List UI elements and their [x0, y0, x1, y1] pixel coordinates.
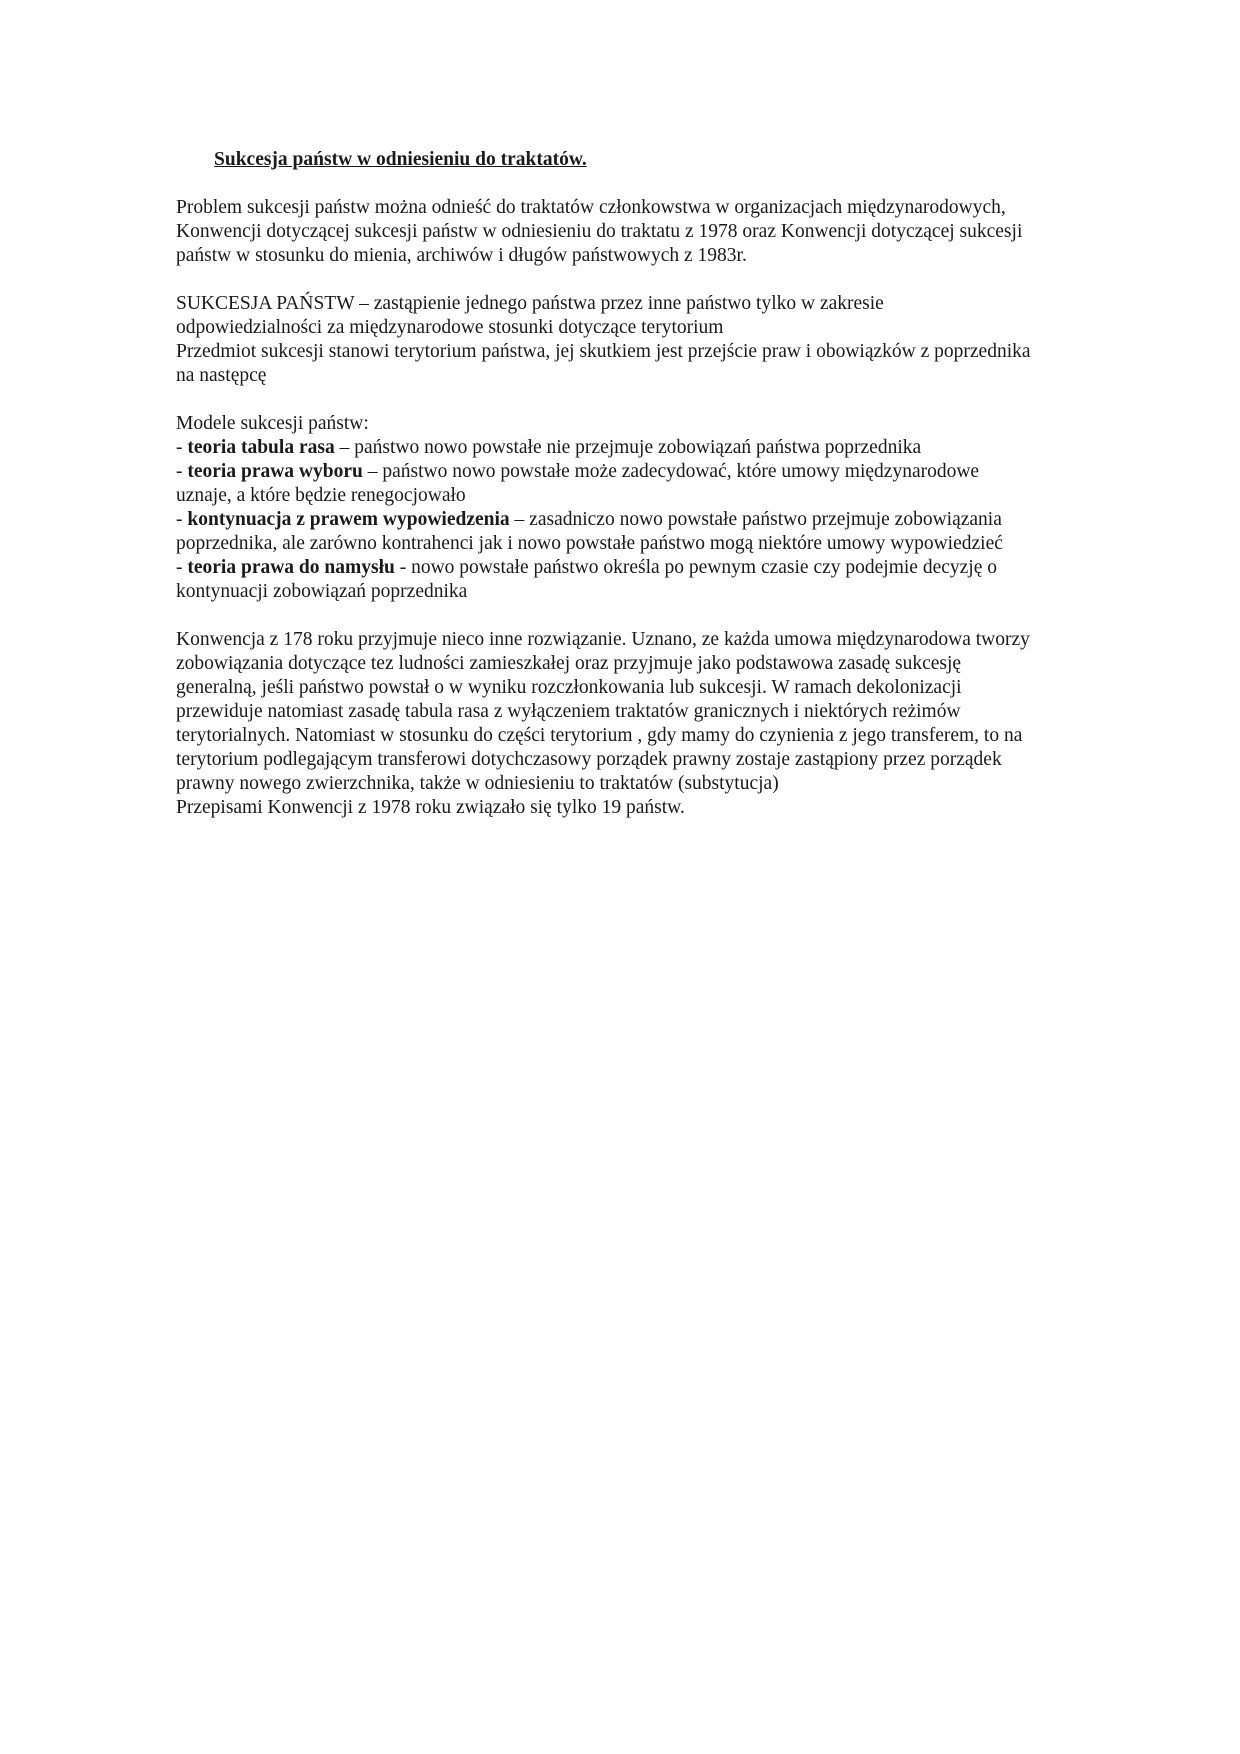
- model-dash: -: [176, 509, 188, 530]
- model-term: kontynuacja z prawem wypowiedzenia: [187, 509, 510, 530]
- intro-paragraph: [176, 196, 1106, 268]
- convention-line: Konwencja z 178 roku przyjmuje nieco inne rozwiązanie. Uznano, ze każda umowa międzynarodowa tworzy: [176, 629, 1030, 650]
- model-description: - nowo powstałe państwo określa po pewnym czasie czy podejmie decyzję o: [394, 557, 997, 578]
- model-term: teoria tabula rasa: [187, 437, 335, 458]
- models-heading: Modele sukcesji państw:: [176, 413, 369, 434]
- model-item: [176, 556, 1106, 580]
- model-dash: -: [176, 557, 188, 578]
- models-section: [176, 412, 1106, 604]
- intro-line: państw w stosunku do mienia, archiwów i długów państwowych z 1983r.: [176, 245, 747, 266]
- definition-line: SUKCESJA PAŃSTW – zastąpienie jednego państwa przez inne państwo tylko w zakresie: [176, 293, 884, 314]
- definition-line: odpowiedzialności za międzynarodowe stosunki dotyczące terytorium: [176, 317, 724, 338]
- convention-line: zobowiązania dotyczące tez ludności zamieszkałej oraz przyjmuje jako podstawowa zasadę sukcesję: [176, 653, 962, 674]
- convention-line: przewiduje natomiast zasadę tabula rasa z wyłączeniem traktatów granicznych i niektórych reżimów: [176, 701, 961, 722]
- convention-line: generalną, jeśli państwo powstał o w wyniku rozczłonkowania lub sukcesji. W ramach dekolonizacji: [176, 677, 962, 698]
- document-page: [176, 148, 1106, 844]
- definition-line: na następcę: [176, 365, 267, 386]
- model-dash: -: [176, 437, 188, 458]
- convention-line: terytorium podlegającym transferowi dotychczasowy porządek prawny zostaje zastąpiony przez porządek: [176, 749, 1002, 770]
- model-item: [176, 460, 1106, 484]
- model-term: teoria prawa do namysłu: [187, 557, 395, 578]
- model-item: [176, 436, 1106, 460]
- model-description: – państwo nowo powstałe może zadecydować, które umowy międzynarodowe: [362, 461, 980, 482]
- document-title: Sukcesja państw w odniesieniu do traktatów.: [214, 149, 587, 170]
- model-item-continuation: kontynuacji zobowiązań poprzednika: [176, 581, 468, 602]
- intro-line: Konwencji dotyczącej sukcesji państw w odniesieniu do traktatu z 1978 oraz Konwencji dotyczącej sukcesji: [176, 221, 1023, 242]
- convention-paragraph: [176, 628, 1106, 820]
- convention-line: Przepisami Konwencji z 1978 roku związało się tylko 19 państw.: [176, 797, 685, 818]
- model-item-continuation: uznaje, a które będzie renegocjowało: [176, 485, 466, 506]
- model-description: – zasadniczo nowo powstałe państwo przejmuje zobowiązania: [509, 509, 1002, 530]
- definition-paragraph: [176, 292, 1106, 388]
- intro-line: Problem sukcesji państw można odnieść do traktatów członkowstwa w organizacjach międzynarodowych,: [176, 197, 1006, 218]
- model-item-continuation: poprzednika, ale zarówno kontrahenci jak i nowo powstałe państwo mogą niektóre umowy wypowiedzieć: [176, 533, 1003, 554]
- model-item: [176, 508, 1106, 532]
- definition-line: Przedmiot sukcesji stanowi terytorium państwa, jej skutkiem jest przejście praw i obowiązków z poprzednika: [176, 341, 1031, 362]
- model-term: teoria prawa wyboru: [187, 461, 363, 482]
- model-dash: -: [176, 461, 188, 482]
- convention-line: terytorialnych. Natomiast w stosunku do części terytorium , gdy mamy do czynienia z jego transferem, to na: [176, 725, 1023, 746]
- convention-line: prawny nowego zwierzchnika, także w odniesieniu to traktatów (substytucja): [176, 773, 779, 794]
- model-description: – państwo nowo powstałe nie przejmuje zobowiązań państwa poprzednika: [334, 437, 922, 458]
